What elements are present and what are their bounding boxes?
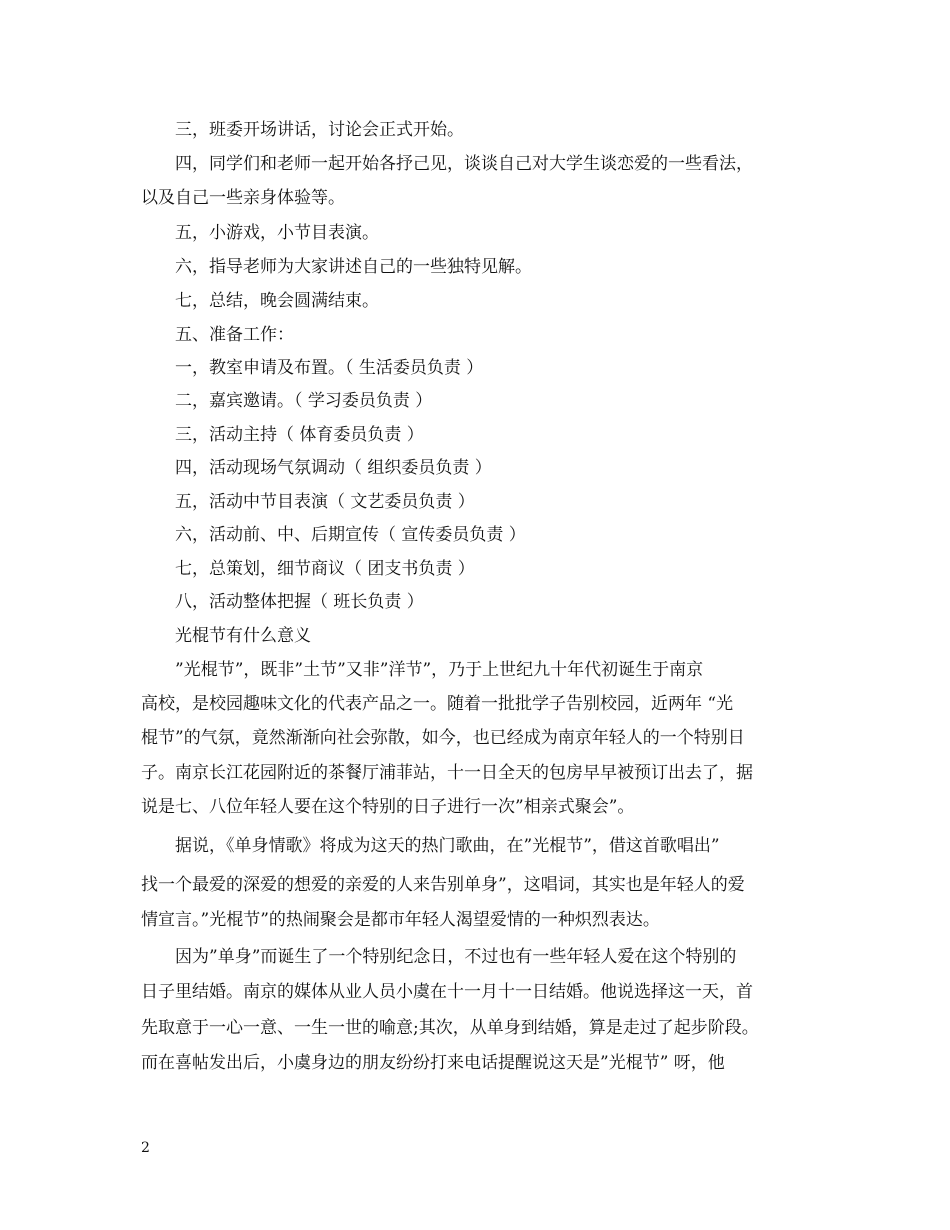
page-number: 2 [141, 1140, 150, 1156]
text-line: 说是七、八位年轻人要在这个特别的日子进行一次”相亲式聚会”。 [141, 797, 635, 817]
section-heading: 五、准备工作： [175, 325, 294, 345]
text-line: 棍节”的气氛，竟然渐渐向社会弥散，如今，也已经成为南京年轻人的一个特别日 [141, 728, 745, 748]
text-line: ”光棍节”，既非”土节”又非”洋节”，乃于上世纪九十年代初诞生于南京 [175, 660, 704, 680]
text-line: 先取意于一心一意、一生一世的喻意;其次，从单身到结婚，算是走过了起步阶段。 [141, 1018, 759, 1038]
text-line: 高校，是校园趣味文化的代表产品之一。随着一批批学子告别校园，近两年 “光 [141, 694, 734, 714]
text-line: 二，嘉宾邀请。（ 学习委员负责 ） [175, 391, 433, 411]
text-line: 一，教室申请及布置。（ 生活委员负责 ） [175, 358, 484, 378]
text-line: 六，指导老师为大家讲述自己的一些独特见解。 [175, 257, 532, 277]
section-heading: 光棍节有什么意义 [175, 626, 311, 646]
text-line: 子。南京长江花园附近的茶餐厅浦菲站，十一日全天的包房早早被预订出去了，据 [141, 763, 753, 783]
text-line: 八，活动整体把握（ 班长负责 ） [175, 592, 424, 612]
text-line: 四，同学们和老师一起开始各抒己见，谈谈自己对大学生谈恋爱的一些看法， [175, 154, 753, 174]
text-line: 六，活动前、中、后期宣传（ 宣传委员负责 ） [175, 525, 526, 545]
text-line: 三，活动主持（ 体育委员负责 ） [175, 425, 424, 445]
text-line: 日子里结婚。南京的媒体从业人员小虞在十一月十一日结婚。他说选择这一天，首 [141, 982, 753, 1002]
text-line: 五，活动中节目表演（ 文艺委员负责 ） [175, 492, 475, 512]
text-line: 三，班委开场讲话，讨论会正式开始。 [175, 120, 464, 140]
text-line: 五，小游戏，小节目表演。 [175, 223, 379, 243]
text-line: 情宣言。”光棍节”的热闹聚会是都市年轻人渴望爱情的一种炽烈表达。 [141, 910, 660, 930]
text-line: 七，总策划，细节商议（ 团支书负责 ） [175, 559, 475, 579]
text-line: 四，活动现场气氛调动（ 组织委员负责 ） [175, 458, 492, 478]
text-line: 而在喜帖发出后，小虞身边的朋友纷纷打来电话提醒说这天是”光棍节” 呀，他 [141, 1053, 725, 1073]
text-line: 七，总结，晚会圆满结束。 [175, 291, 379, 311]
text-line: 找一个最爱的深爱的想爱的亲爱的人来告别单身”，这唱词，其实也是年轻人的爱 [141, 875, 745, 895]
text-line: 据说，《单身情歌》将成为这天的热门歌曲，在”光棍节”，借这首歌唱出” [175, 836, 720, 856]
text-line: 因为”单身”而诞生了一个特别纪念日，不过也有一些年轻人爱在这个特别的 [175, 947, 737, 967]
text-line: 以及自己一些亲身体验等。 [141, 188, 345, 208]
